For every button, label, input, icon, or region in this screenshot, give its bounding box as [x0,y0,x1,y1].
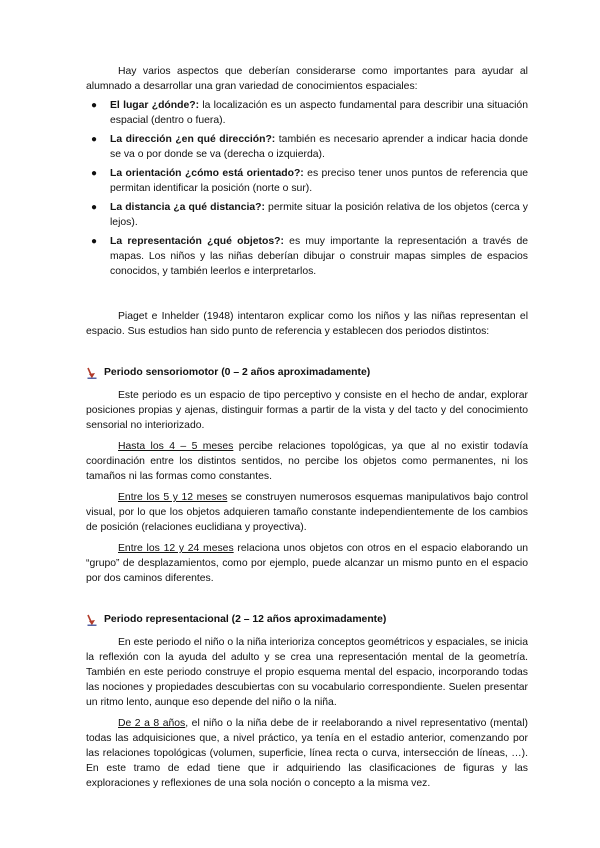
stage-paragraph [86,716,528,791]
bullet-icon: ● [91,168,98,179]
arrow-bullet-icon [86,367,98,379]
bullet-text: permite situar la posición relativa de los objetos (cerca y lejos). [110,202,528,228]
section-heading-representacional [86,612,528,627]
section-heading-text: Periodo sensoriomotor (0 – 2 años aproximadamente) [104,367,371,378]
bullet-text: es muy importante la representación a través de mapas. Los niños y las niñas deberían dibujar o construir mapas simples de espacios conocidos, y también leerlos e interpretarlos. [110,236,528,277]
representacional-paragraph: En este periodo el niño o la niña interioriza conceptos geométricos y espaciales, se inicia la reflexión con la ayuda del adulto y se crea una representación mental de la geometría. También en este periodo construye el propio esquema mental del espacio, incorporando todas las nociones y propiedades descubiertas con su vocabulario correspondiente. Suelen presentar un ritmo lento, aunque eso depende del niño o la niña. [86,637,528,708]
stage-label: Entre los 5 y 12 meses [118,492,228,503]
bullet-icon: ● [91,202,98,213]
stage-label: Entre los 12 y 24 meses [118,543,234,554]
bullet-term: La distancia ¿a qué distancia?: [110,202,265,213]
stage-text: , el niño o la niña debe de ir reelaborando a nivel representativo (mental) todas las adquisiciones que, a nivel práctico, ya tenía en el estadio anterior, comenzando por las relaciones topológicas (volumen, superficie, línea recta o curva, intersección de líneas, …). En este tramo de edad tiene que ir adquiriendo las clasificaciones de figuras y las exploraciones y reflexiones de una sola noción o concepto a la misma vez. [86,718,528,789]
bullet-term: La representación ¿qué objetos?: [110,236,284,247]
list-item [86,166,528,196]
bullet-text: es preciso tener unos puntos de referencia que permitan identificar la posición (norte o sur). [110,168,528,194]
bullet-icon: ● [91,100,98,111]
stage-text: relaciona unos objetos con otros en el espacio elaborando un “grupo” de desplazamientos, como por ejemplo, puede alcanzar un mismo punto en el espacio por dos caminos diferentes. [86,543,528,584]
document-body [86,64,528,791]
list-item [86,234,528,279]
stage-label: Hasta los 4 – 5 meses [118,441,234,452]
section-heading-text: Periodo representacional (2 – 12 años aproximadamente) [104,614,387,625]
stage-text: percibe relaciones topológicas, ya que al no existir todavía coordinación entre los distintos sentidos, no percibe los objetos como permanentes, ni los tamaños ni las formas como constantes. [86,441,528,482]
stage-paragraph [86,541,528,586]
bullet-text: la localización es un aspecto fundamental para describir una situación espacial (dentro o fuera). [110,100,528,126]
bullet-term: La dirección ¿en qué dirección?: [110,134,276,145]
spatial-aspects-list [86,98,528,279]
arrow-bullet-icon [86,614,98,626]
piaget-paragraph: Piaget e Inhelder (1948) intentaron explicar como los niños y las niñas representan el espacio. Sus estudios han sido punto de referencia y establecen dos periodos distintos: [86,311,528,337]
section-heading-sensoriomotor [86,365,528,380]
stage-text: se construyen numerosos esquemas manipulativos bajo control visual, por lo que los objetos adquieren tamaño constante independientemente de los cambios de posición (relaciones euclidiana y proyectiva). [86,492,529,533]
bullet-term: La orientación ¿cómo está orientado?: [110,168,304,179]
bullet-text: también es necesario aprender a indicar hacia donde se va o por donde se va (derecha o izquierda). [110,134,528,160]
stage-paragraph [86,490,528,535]
intro-paragraph: Hay varios aspectos que deberían considerarse como importantes para ayudar al alumnado a desarrollar una gran variedad de conocimientos espaciales: [86,66,528,92]
bullet-icon: ● [91,236,98,247]
list-item [86,132,528,162]
stage-label: De 2 a 8 años [118,718,186,729]
sensoriomotor-paragraph: Este periodo es un espacio de tipo perceptivo y consiste en el hecho de andar, explorar posiciones propias y ajenas, distinguir formas a partir de la vista y del tacto y del conocimiento sensorial no interiorizado. [86,390,528,431]
list-item [86,200,528,230]
bullet-icon: ● [91,134,98,145]
list-item [86,98,528,128]
bullet-term: El lugar ¿dónde?: [110,100,200,111]
stage-paragraph [86,439,528,484]
